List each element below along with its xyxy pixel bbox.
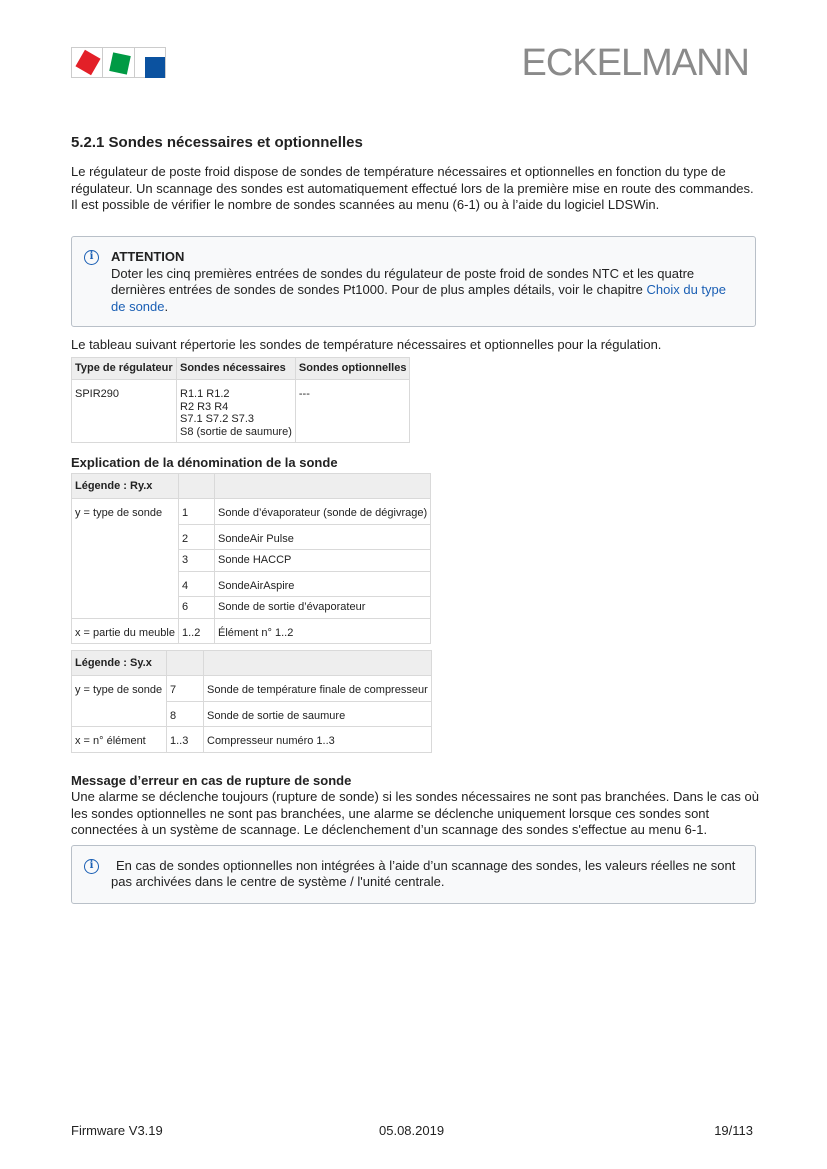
col-header: Sondes nécessaires (177, 358, 296, 380)
attention-body: Doter les cinq premières entrées de sondes du régulateur de poste froid de sondes NTC et les quatre dernières entrées de sondes de sondes Pt1000. Pour de plus amples détails, voir le chapitre (111, 265, 695, 297)
col-header: Type de régulateur (72, 358, 177, 380)
empty-header (214, 474, 430, 499)
legend-s-table (71, 650, 432, 753)
x-label: x = partie du meuble (72, 618, 179, 644)
cell-optional: --- (295, 380, 410, 443)
empty-header (167, 651, 204, 676)
col-header: Sondes optionnelles (295, 358, 410, 380)
description: SondeAir Pulse (214, 524, 430, 550)
brand-name: ECKELMANN (521, 42, 749, 84)
cell-necessary (177, 380, 296, 443)
lower-section (71, 473, 761, 904)
code: 2 (178, 524, 214, 550)
x-label: x = n° élément (72, 727, 167, 753)
legend-r-table (71, 473, 431, 644)
code: 7 (167, 676, 204, 702)
code: 3 (178, 550, 214, 572)
attention-box (71, 236, 756, 327)
code: 8 (167, 701, 204, 727)
y-label: y = type de sonde (72, 676, 167, 727)
probe-line: R1.1 R1.2 (180, 388, 230, 400)
footer-page: 19/113 (714, 1123, 753, 1138)
note-box (71, 845, 756, 904)
eckelmann-logo (71, 47, 166, 78)
description: Sonde de sortie d’évaporateur (214, 597, 430, 619)
note-text: En cas de sondes optionnelles non intégrées à l’aide d’un scannage des sondes, les valeurs réelles ne sont pas archivées dans le centre de système / l'unité centrale. (111, 857, 736, 889)
table-row (72, 380, 410, 443)
attention-text (111, 266, 743, 316)
legend-header: Légende : Ry.x (72, 474, 179, 499)
legend-header: Légende : Sy.x (72, 651, 167, 676)
probe-line: R2 R3 R4 (180, 400, 229, 413)
description: Compresseur numéro 1..3 (204, 727, 432, 753)
link-choix-type-sonde[interactable]: Choix du type de sonde (111, 282, 726, 314)
probe-line: S8 (sortie de saumure) (180, 425, 292, 438)
code: 1..3 (167, 727, 204, 753)
description: Sonde d’évaporateur (sonde de dégivrage) (214, 499, 430, 525)
description: Sonde de sortie de saumure (204, 701, 432, 727)
description: Élément n° 1..2 (214, 618, 430, 644)
table-row (72, 618, 431, 644)
attention-end: . (164, 298, 169, 314)
y-label: y = type de sonde (72, 499, 179, 619)
table-row (72, 676, 432, 702)
code: 6 (178, 597, 214, 619)
description: Sonde de température finale de compresseur (204, 676, 432, 702)
footer-date: 05.08.2019 (379, 1123, 445, 1138)
code: 4 (178, 571, 214, 597)
error-title: Message d’erreur en cas de rupture de sonde (71, 772, 352, 788)
description: Sonde HACCP (214, 550, 430, 572)
explanation-title: Explication de la dénomination de la sonde (71, 455, 338, 470)
code: 1 (178, 499, 214, 525)
empty-header (204, 651, 432, 676)
info-icon: i (84, 859, 99, 874)
table-row (72, 499, 431, 525)
attention-title: ATTENTION (111, 249, 185, 264)
intro-paragraph: Le régulateur de poste froid dispose de sondes de température nécessaires et optionnelles en fonction du type de régulateur. Un scannage des sondes est automatiquement effectué lors de la première mise en route des commandes. Il est possible de vérifier le nombre de sondes scannées au menu (6-1) ou à l’aide du logiciel LDSWin. (71, 164, 754, 212)
section-title: 5.2.1 Sondes nécessaires et optionnelles (71, 134, 363, 151)
table-intro: Le tableau suivant répertorie les sondes de température nécessaires et optionnelles pour la régulation. (71, 337, 662, 352)
footer-firmware: Firmware V3.19 (71, 1123, 163, 1138)
probe-line: S7.1 S7.2 S7.3 (180, 413, 254, 425)
info-icon: i (84, 250, 99, 265)
code: 1..2 (178, 618, 214, 644)
probes-table (71, 357, 410, 443)
error-paragraph: Une alarme se déclenche toujours (rupture de sonde) si les sondes nécessaires ne sont pas branchées. Dans le cas où les sondes optionnelles ne sont pas branchées, une alarme se déclenche uniquement lorsque ces sondes sont connectées à un système de scannage. Le déclenchement d’un scannage des sondes s'effectue au menu 6-1. (71, 789, 759, 837)
table-row (72, 727, 432, 753)
cell-type: SPIR290 (72, 380, 177, 443)
description: SondeAirAspire (214, 571, 430, 597)
empty-header (178, 474, 214, 499)
